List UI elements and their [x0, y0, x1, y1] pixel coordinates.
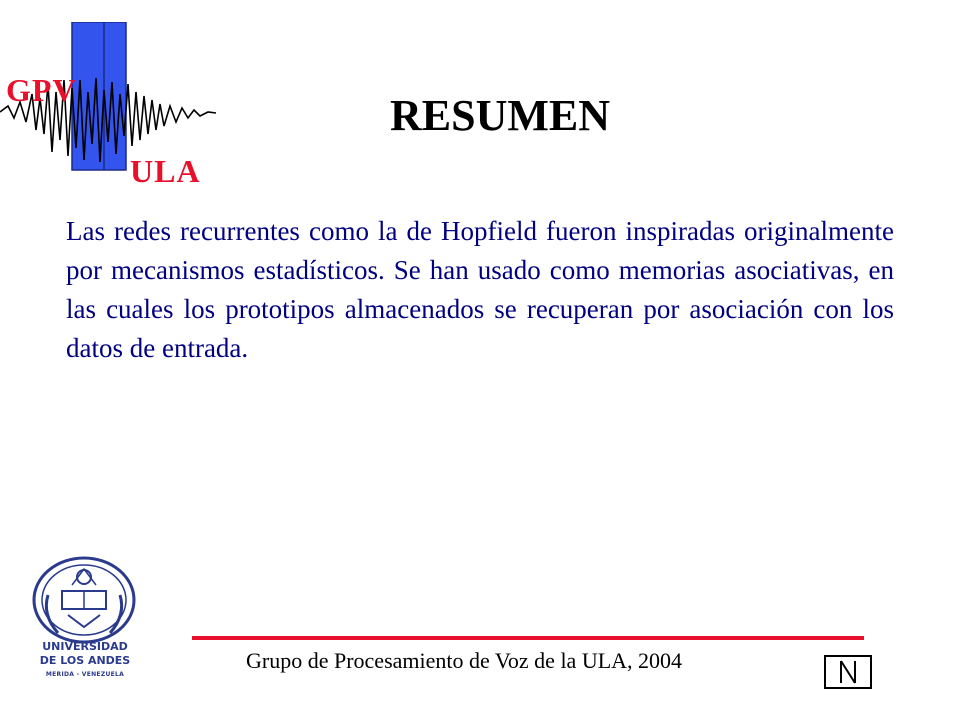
gpv-logo-text: GPV: [6, 72, 77, 108]
university-seal-icon: [28, 555, 140, 645]
ula-logo-text: ULA: [130, 153, 201, 189]
university-name-line1: UNIVERSIDAD: [42, 640, 128, 653]
slide-title: RESUMEN: [389, 91, 611, 140]
university-name: [30, 640, 140, 682]
footer-text: Grupo de Procesamiento de Voz de la ULA, 2004: [246, 648, 683, 673]
last-slide-icon: [826, 657, 870, 687]
footer-divider: [192, 636, 864, 640]
slide-paragraph: Las redes recurrentes como la de Hopfield fueron inspiradas originalmente por mecanismos estadísticos. Se han usado como memorias asociativas, en las cuales los prototipos almacenados se recuperan por asociación con los datos de entrada.: [66, 216, 894, 363]
last-slide-button[interactable]: [824, 655, 872, 689]
university-location: MERIDA - VENEZUELA: [45, 671, 125, 678]
university-name-line2: DE LOS ANDES: [39, 654, 131, 667]
gpv-logo: [0, 22, 220, 189]
